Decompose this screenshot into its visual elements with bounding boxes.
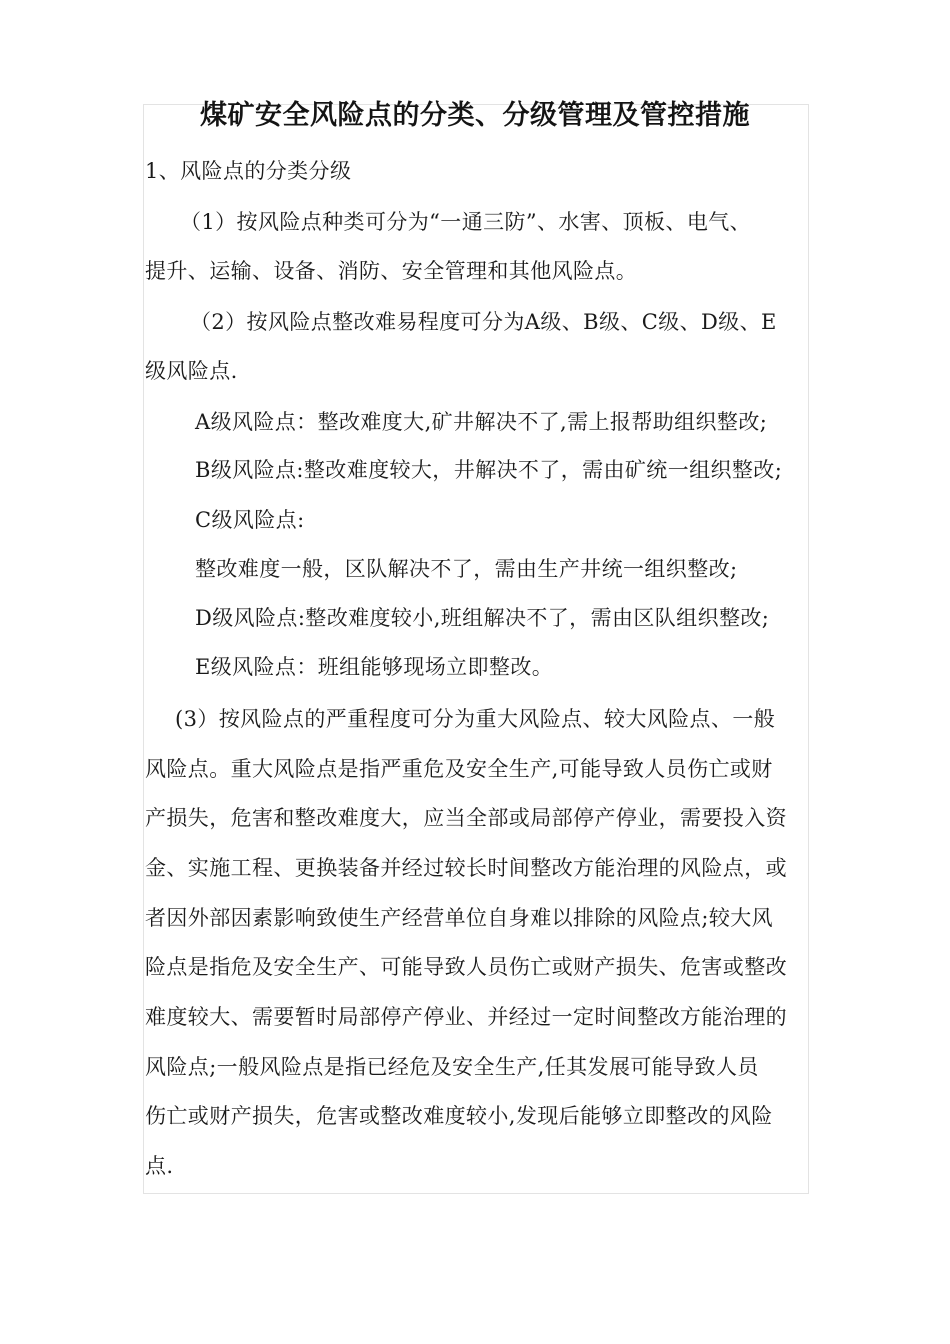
paragraph-3-line-10: 点. [145,1154,174,1178]
paragraph-3-line-7: 难度较大、需要暂时局部停产停业、并经过一定时间整改方能治理的 [145,1005,787,1029]
paragraph-3-line-8: 风险点;一般风险点是指已经危及安全生产,任其发展可能导致人员 [145,1055,759,1079]
paragraph-3-line-5: 者因外部因素影响致使生产经营单位自身难以排除的风险点;较大风 [145,906,774,930]
paragraph-3-line-2: 风险点。重大风险点是指严重危及安全生产,可能导致人员伤亡或财 [145,757,773,781]
document-title: 煤矿安全风险点的分类、分级管理及管控措施 [200,100,750,131]
paragraph-1-line-1: （1）按风险点种类可分为“一通三防”、水害、顶板、电气、 [180,210,752,234]
grade-a-item: A级风险点：整改难度大,矿井解决不了,需上报帮助组织整改; [195,410,768,434]
paragraph-3-line-1: (3）按风险点的严重程度可分为重大风险点、较大风险点、一般 [175,707,776,731]
grade-c-text: 整改难度一般，区队解决不了，需由生产井统一组织整改; [195,557,738,581]
paragraph-3-line-6: 险点是指危及安全生产、可能导致人员伤亡或财产损失、危害或整改 [145,955,787,979]
grade-b-item: B级风险点:整改难度较大，井解决不了，需由矿统一组织整改; [195,458,783,482]
paragraph-2-line-1: （2）按风险点整改难易程度可分为A级、B级、C级、D级、E [190,310,777,334]
grade-e-item: E级风险点：班组能够现场立即整改。 [195,655,554,679]
section-heading: 1、风险点的分类分级 [145,159,352,183]
paragraph-2-line-2: 级风险点. [145,359,238,383]
paragraph-3-line-9: 伤亡或财产损失，危害或整改难度较小,发现后能够立即整改的风险 [145,1104,773,1128]
grade-c-label: C级风险点: [195,508,305,532]
paragraph-3-line-4: 金、实施工程、更换装备并经过较长时间整改方能治理的风险点，或 [145,856,787,880]
paragraph-3-line-3: 产损失，危害和整改难度大，应当全部或局部停产停业，需要投入资 [145,806,787,830]
grade-d-item: D级风险点:整改难度较小,班组解决不了，需由区队组织整改; [195,606,770,630]
paragraph-1-line-2: 提升、运输、设备、消防、安全管理和其他风险点。 [145,259,638,283]
